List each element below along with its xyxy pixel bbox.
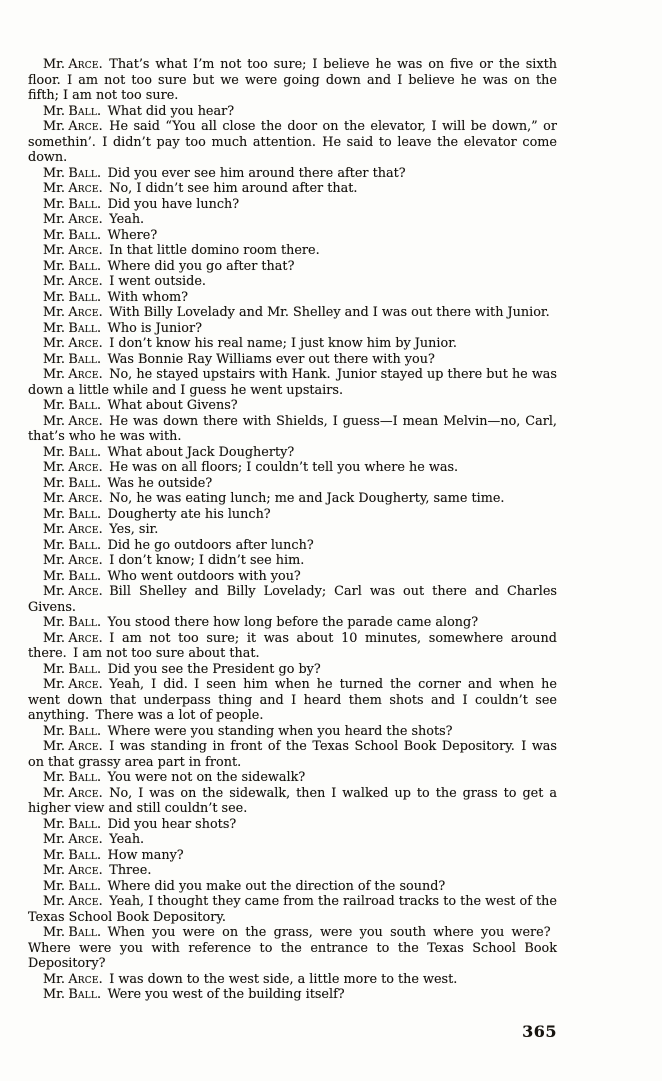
speaker-prefix: Mr. <box>43 677 65 692</box>
dialogue-paragraph <box>28 615 557 631</box>
speech-text: He was on all floors; I couldn’t tell you where he was. <box>109 460 459 475</box>
speaker <box>43 522 103 537</box>
dialogue-paragraph <box>28 786 557 817</box>
speaker-prefix: Mr. <box>43 475 65 491</box>
speaker-name: Arce. <box>68 305 103 320</box>
speaker-name: Ball. <box>68 568 102 584</box>
speaker <box>43 553 103 568</box>
speaker-prefix: Mr. <box>43 553 65 568</box>
dialogue-paragraph <box>28 894 557 925</box>
speaker-prefix: Mr. <box>43 925 65 940</box>
dialogue-paragraph <box>28 352 557 368</box>
speech-text: That’s what I’m not too sure; I believe he was on five or the sixth floor. I am not too sure but we were going down and I believe he was on the fifth; I am not too sure. <box>28 57 557 103</box>
speaker-name: Arce. <box>68 971 103 987</box>
speaker-prefix: Mr. <box>43 723 65 739</box>
speech-text: No, I didn’t see him around after that. <box>109 181 358 196</box>
dialogue-paragraph <box>28 460 557 476</box>
speaker <box>43 615 101 630</box>
speaker-prefix: Mr. <box>43 584 65 599</box>
speaker-prefix: Mr. <box>43 103 65 119</box>
speaker <box>43 212 103 227</box>
speaker <box>43 677 103 692</box>
speaker-name: Arce. <box>68 630 103 646</box>
speech-text: You stood there how long before the parade came along? <box>107 615 479 630</box>
speaker-prefix: Mr. <box>43 878 65 894</box>
speaker <box>43 739 103 754</box>
speech-text: Dougherty ate his lunch? <box>107 506 271 522</box>
speaker-name: Arce. <box>68 832 103 847</box>
speaker-prefix: Mr. <box>43 320 65 336</box>
speech-text: You were not on the sidewalk? <box>107 770 306 785</box>
speech-text: I went outside. <box>109 274 206 289</box>
speaker <box>43 832 103 847</box>
speaker-name: Ball. <box>68 506 102 522</box>
speaker-prefix: Mr. <box>43 444 65 460</box>
dialogue-paragraph <box>28 507 557 523</box>
speaker <box>43 104 101 119</box>
dialogue-paragraph <box>28 491 557 507</box>
speaker-name: Arce. <box>68 584 103 599</box>
speaker <box>43 259 101 274</box>
speaker-name: Ball. <box>68 770 102 785</box>
speaker-prefix: Mr. <box>43 165 65 181</box>
speech-text: Where were you standing when you heard the shots? <box>107 723 453 739</box>
dialogue-paragraph <box>28 119 557 166</box>
speaker-name: Arce. <box>68 553 103 568</box>
speaker <box>43 398 101 413</box>
dialogue-paragraph <box>28 879 557 895</box>
speaker <box>43 894 103 909</box>
speech-text: Was Bonnie Ray Williams ever out there with you? <box>107 351 435 367</box>
dialogue-paragraph <box>28 476 557 492</box>
dialogue-paragraph <box>28 336 557 352</box>
dialogue-paragraph <box>28 925 557 972</box>
speech-text: I was down to the west side, a little more to the west. <box>109 971 458 987</box>
speaker <box>43 631 103 646</box>
speaker-prefix: Mr. <box>43 305 65 320</box>
dialogue-paragraph <box>28 677 557 724</box>
speech-text: With whom? <box>107 289 189 305</box>
speech-text: With Billy Lovelady and Mr. Shelley and I was out there with Junior. <box>109 305 550 320</box>
dialogue-paragraph <box>28 538 557 554</box>
dialogue-paragraph <box>28 104 557 120</box>
speaker <box>43 724 101 739</box>
dialogue-paragraph <box>28 166 557 182</box>
speaker-prefix: Mr. <box>43 398 65 413</box>
speaker-name: Arce. <box>68 785 103 801</box>
speaker-prefix: Mr. <box>43 785 65 801</box>
dialogue-paragraph <box>28 817 557 833</box>
speech-text: Were you west of the building itself? <box>107 987 345 1002</box>
speech-text: Where? <box>107 227 158 243</box>
speaker-name: Ball. <box>68 615 102 630</box>
speaker <box>43 228 101 243</box>
speaker-prefix: Mr. <box>43 832 65 847</box>
speaker-name: Arce. <box>68 119 103 134</box>
speaker <box>43 817 101 832</box>
speaker-name: Ball. <box>68 816 102 832</box>
dialogue-paragraph <box>28 832 557 848</box>
speaker-name: Ball. <box>68 878 102 894</box>
speaker-prefix: Mr. <box>43 894 65 909</box>
speaker-prefix: Mr. <box>43 847 65 863</box>
dialogue-paragraph <box>28 584 557 615</box>
dialogue-paragraph <box>28 770 557 786</box>
speaker-prefix: Mr. <box>43 661 65 677</box>
dialogue-paragraph <box>28 863 557 879</box>
speaker <box>43 972 103 987</box>
speaker-name: Arce. <box>68 181 103 196</box>
speaker <box>43 863 103 878</box>
speaker-prefix: Mr. <box>43 568 65 584</box>
speaker-name: Ball. <box>68 987 102 1002</box>
speaker-name: Arce. <box>68 367 103 382</box>
speaker <box>43 305 103 320</box>
speech-text: Where did you go after that? <box>107 258 295 274</box>
dialogue-paragraph <box>28 445 557 461</box>
speaker-prefix: Mr. <box>43 816 65 832</box>
speaker-name: Arce. <box>68 274 103 289</box>
speaker-name: Ball. <box>68 475 102 491</box>
speech-text: I don’t know his real name; I just know him by Junior. <box>109 336 457 351</box>
speech-text: I don’t know; I didn’t see him. <box>109 553 305 568</box>
speaker-name: Ball. <box>68 847 102 863</box>
speaker-prefix: Mr. <box>43 243 65 258</box>
speech-text: I am not too sure; it was about 10 minutes, somewhere around there. I am not too sure about that. <box>28 630 557 661</box>
speech-text: How many? <box>107 847 184 863</box>
speaker-name: Arce. <box>68 894 103 909</box>
speaker-name: Arce. <box>68 413 103 429</box>
speech-text: Did you see the President go by? <box>107 661 321 677</box>
speech-text: Did you hear shots? <box>107 816 237 832</box>
transcript <box>28 57 557 1003</box>
dialogue-paragraph <box>28 631 557 662</box>
speaker-name: Arce. <box>68 677 103 692</box>
speaker-name: Ball. <box>68 227 102 243</box>
speaker <box>43 476 101 491</box>
speaker <box>43 786 103 801</box>
speaker-prefix: Mr. <box>43 196 65 212</box>
dialogue-paragraph <box>28 724 557 740</box>
speaker <box>43 662 101 677</box>
speaker <box>43 584 103 599</box>
dialogue-paragraph <box>28 522 557 538</box>
speaker-prefix: Mr. <box>43 181 65 196</box>
speaker-prefix: Mr. <box>43 258 65 274</box>
dialogue-paragraph <box>28 243 557 259</box>
speaker <box>43 879 101 894</box>
speaker <box>43 491 103 506</box>
speech-text: What about Givens? <box>107 398 238 413</box>
speaker-name: Ball. <box>68 196 102 212</box>
dialogue-paragraph <box>28 290 557 306</box>
dialogue-paragraph <box>28 212 557 228</box>
speaker-name: Ball. <box>68 320 102 336</box>
speaker-prefix: Mr. <box>43 212 65 227</box>
dialogue-paragraph <box>28 197 557 213</box>
speaker <box>43 445 101 460</box>
speaker <box>43 166 101 181</box>
speaker <box>43 321 101 336</box>
speech-text: Yes, sir. <box>109 522 159 537</box>
speaker-name: Ball. <box>68 925 102 940</box>
dialogue-paragraph <box>28 321 557 337</box>
speaker-prefix: Mr. <box>43 971 65 987</box>
speaker-name: Ball. <box>68 398 102 413</box>
speaker <box>43 57 103 72</box>
speaker <box>43 243 103 258</box>
speech-text: Was he outside? <box>107 475 213 491</box>
dialogue-paragraph <box>28 569 557 585</box>
speech-text: I was standing in front of the Texas School Book Depository. I was on that grassy area part in front. <box>28 739 557 770</box>
page-number: 365 <box>522 1022 557 1041</box>
speaker-prefix: Mr. <box>43 630 65 646</box>
speaker-name: Ball. <box>68 103 102 119</box>
speaker-prefix: Mr. <box>43 770 65 785</box>
speaker <box>43 367 103 382</box>
speaker <box>43 336 103 351</box>
speaker-prefix: Mr. <box>43 739 65 754</box>
speaker-prefix: Mr. <box>43 227 65 243</box>
speaker-prefix: Mr. <box>43 537 65 553</box>
speaker-name: Arce. <box>68 243 103 258</box>
speaker-name: Arce. <box>68 863 103 878</box>
speech-text: Did he go outdoors after lunch? <box>107 537 314 553</box>
speaker-name: Ball. <box>68 537 102 553</box>
speech-text: Yeah, I thought they came from the railroad tracks to the west of the Texas School Book Depository. <box>28 894 557 925</box>
dialogue-paragraph <box>28 972 557 988</box>
speaker-prefix: Mr. <box>43 351 65 367</box>
speaker <box>43 197 101 212</box>
speech-text: Yeah. <box>109 832 145 847</box>
speaker-prefix: Mr. <box>43 987 65 1002</box>
speech-text: Yeah. <box>109 212 145 227</box>
speech-text: He said “You all close the door on the elevator, I will be down,” or somethin’. I didn’t pay too much attention. He said to leave the elevator come down. <box>28 119 557 165</box>
speaker-prefix: Mr. <box>43 57 65 72</box>
speaker <box>43 119 103 134</box>
speaker-name: Ball. <box>68 661 102 677</box>
speaker-name: Ball. <box>68 444 102 460</box>
speech-text: Where did you make out the direction of the sound? <box>107 878 446 894</box>
dialogue-paragraph <box>28 398 557 414</box>
speech-text: Who went outdoors with you? <box>107 568 301 584</box>
speaker <box>43 460 103 475</box>
speaker-name: Ball. <box>68 289 102 305</box>
speech-text: Did you ever see him around there after that? <box>107 165 406 181</box>
speaker-name: Arce. <box>68 739 103 754</box>
speaker <box>43 987 101 1002</box>
speech-text: No, I was on the sidewalk, then I walked up to the grass to get a higher view and still couldn’t see. <box>28 785 557 816</box>
speaker <box>43 414 103 429</box>
dialogue-paragraph <box>28 987 557 1003</box>
speaker-name: Arce. <box>68 491 103 506</box>
speaker <box>43 290 101 305</box>
speaker-prefix: Mr. <box>43 522 65 537</box>
speaker-name: Arce. <box>68 212 103 227</box>
speaker-prefix: Mr. <box>43 615 65 630</box>
dialogue-paragraph <box>28 181 557 197</box>
speaker-name: Ball. <box>68 723 102 739</box>
speech-text: Yeah, I did. I seen him when he turned the corner and when he went down that underpass thing and I heard them shots and I couldn’t see anything. There was a lot of people. <box>28 677 557 723</box>
dialogue-paragraph <box>28 662 557 678</box>
speaker <box>43 538 101 553</box>
speaker-name: Ball. <box>68 258 102 274</box>
dialogue-paragraph <box>28 739 557 770</box>
speaker-prefix: Mr. <box>43 413 65 429</box>
speech-text: He was down there with Shields, I guess—I mean Melvin—no, Carl, that’s who he was with. <box>28 413 557 444</box>
speech-text: Did you have lunch? <box>107 196 240 212</box>
speech-text: Bill Shelley and Billy Lovelady; Carl was out there and Charles Givens. <box>28 584 557 615</box>
speaker-name: Arce. <box>68 57 103 72</box>
speech-text: What about Jack Dougherty? <box>107 444 295 460</box>
speaker-name: Arce. <box>68 522 103 537</box>
speaker-name: Arce. <box>68 460 103 475</box>
speaker <box>43 274 103 289</box>
speaker <box>43 181 103 196</box>
dialogue-paragraph <box>28 274 557 290</box>
speaker-prefix: Mr. <box>43 863 65 878</box>
speaker-prefix: Mr. <box>43 274 65 289</box>
speaker-prefix: Mr. <box>43 460 65 475</box>
dialogue-paragraph <box>28 259 557 275</box>
speaker-prefix: Mr. <box>43 119 65 134</box>
speech-text: No, he was eating lunch; me and Jack Dougherty, same time. <box>109 491 505 506</box>
speech-text: Who is Junior? <box>107 320 202 336</box>
speech-text: No, he stayed upstairs with Hank. Junior stayed up there but he was down a little while and I guess he went upstairs. <box>28 367 557 398</box>
dialogue-paragraph <box>28 414 557 445</box>
speaker-prefix: Mr. <box>43 289 65 305</box>
speaker <box>43 848 101 863</box>
dialogue-paragraph <box>28 57 557 104</box>
speaker-name: Ball. <box>68 351 102 367</box>
speaker <box>43 770 101 785</box>
speech-text: What did you hear? <box>107 103 235 119</box>
speaker-prefix: Mr. <box>43 491 65 506</box>
speaker <box>43 352 101 367</box>
speech-text: Three. <box>109 863 152 878</box>
speaker <box>43 569 101 584</box>
dialogue-paragraph <box>28 367 557 398</box>
dialogue-paragraph <box>28 228 557 244</box>
speech-text: When you were on the grass, were you south where you were? Where were you with reference to the entrance to the Texas School Book Depository? <box>28 925 557 971</box>
speaker-prefix: Mr. <box>43 367 65 382</box>
speaker-prefix: Mr. <box>43 336 65 351</box>
dialogue-paragraph <box>28 305 557 321</box>
speaker <box>43 507 101 522</box>
speaker <box>43 925 101 940</box>
speaker-prefix: Mr. <box>43 506 65 522</box>
dialogue-paragraph <box>28 848 557 864</box>
speaker-name: Arce. <box>68 336 103 351</box>
dialogue-paragraph <box>28 553 557 569</box>
speaker-name: Ball. <box>68 165 102 181</box>
speech-text: In that little domino room there. <box>109 243 320 258</box>
